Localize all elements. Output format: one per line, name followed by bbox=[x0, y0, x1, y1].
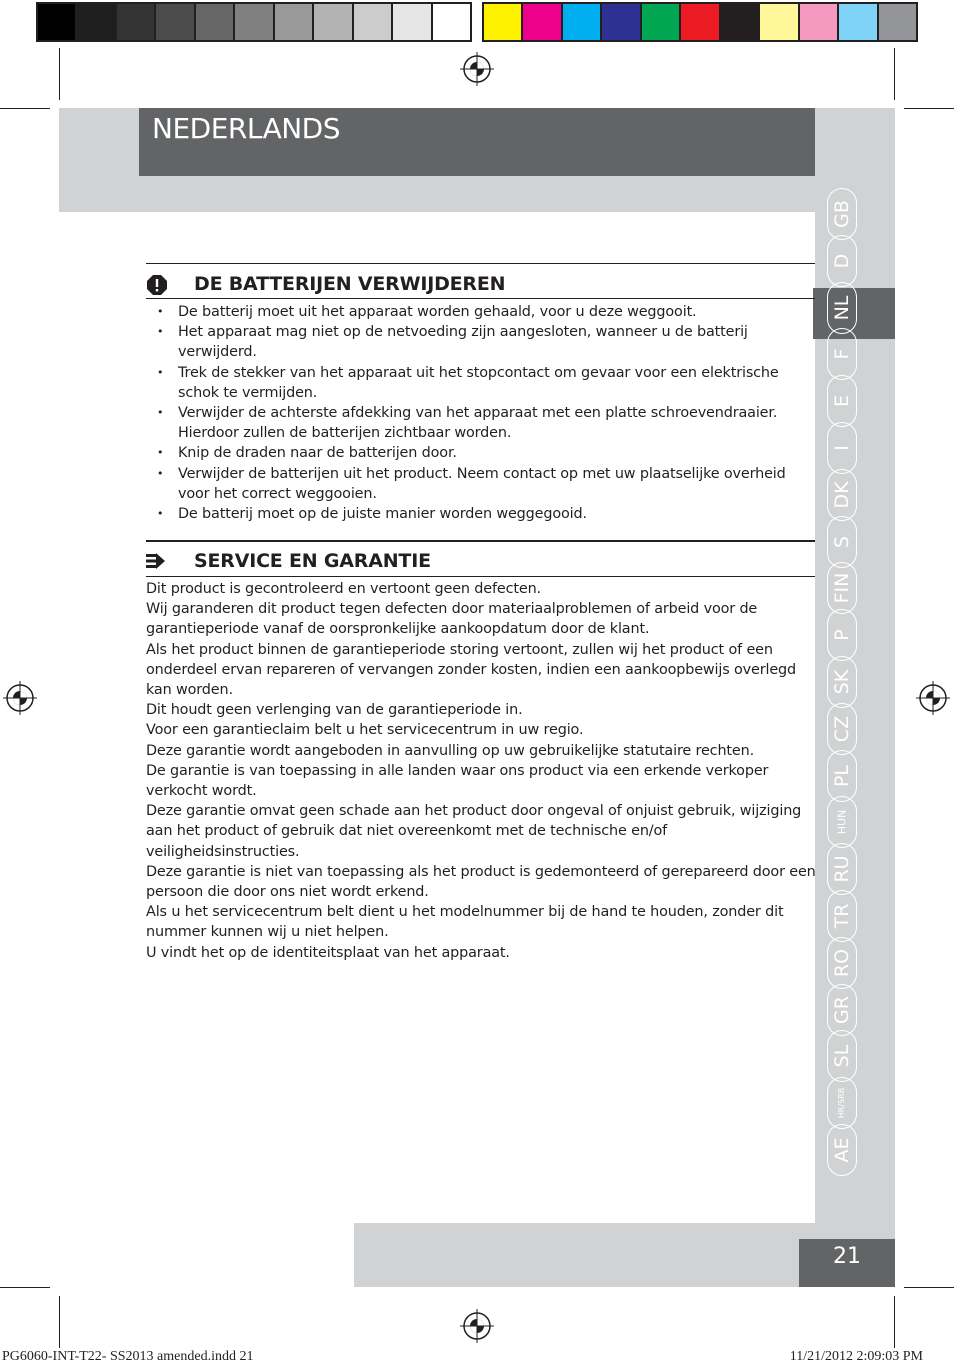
crop-mark bbox=[894, 1296, 895, 1348]
crop-mark bbox=[894, 48, 895, 100]
language-tab-ro[interactable] bbox=[827, 937, 857, 989]
paragraph: Voor een garantieclaim belt u het servicecentrum in uw regio. bbox=[146, 722, 584, 739]
paragraph: U vindt het op de identiteitsplaat van het apparaat. bbox=[146, 944, 510, 961]
file-slug: PG6060-INT-T22- SS2013 amended.indd 21 bbox=[2, 1349, 254, 1364]
list-item: • Het apparaat mag niet op de netvoeding zijn aangesloten, wanneer u de batterij verwijderd. bbox=[146, 322, 814, 362]
color-swatch bbox=[800, 4, 839, 40]
page-title: NEDERLANDS bbox=[152, 112, 341, 145]
language-tab-label: GB bbox=[831, 200, 853, 228]
language-tab-label: AE bbox=[831, 1137, 853, 1163]
language-tab-label: SL bbox=[831, 1045, 853, 1068]
language-tab-d[interactable] bbox=[827, 235, 857, 287]
language-tab-s[interactable] bbox=[827, 516, 857, 568]
language-tab-i[interactable] bbox=[827, 422, 857, 474]
gray-swatch bbox=[196, 4, 235, 40]
print-timestamp: 11/21/2012 2:09:03 PM bbox=[789, 1349, 923, 1364]
color-swatch bbox=[879, 4, 916, 40]
gray-swatch bbox=[77, 4, 116, 40]
list-item: • De batterij moet op de juiste manier worden weggegooid. bbox=[146, 504, 814, 524]
paragraph: Als het product binnen de garantieperiode storing vertoont, zullen wij het product of een onderdeel ervan repareren of vervangen zonder kosten, indien een aankoopbewijs overlegd kan worden. bbox=[146, 641, 797, 699]
language-tab-label: P bbox=[831, 629, 853, 641]
language-tab-label: S bbox=[831, 535, 853, 548]
language-tab-dk[interactable] bbox=[827, 469, 857, 521]
warning-icon bbox=[146, 274, 168, 296]
language-tab-label: E bbox=[831, 395, 853, 408]
registration-mark-icon bbox=[460, 1309, 494, 1343]
language-tab-label: GR bbox=[831, 995, 853, 1024]
gray-swatch bbox=[117, 4, 156, 40]
list-item: • Verwijder de batterijen uit het product. Neem contact op met uw plaatselijke overheid voor het correct weggooien. bbox=[146, 464, 814, 504]
page-number: 21 bbox=[833, 1244, 861, 1269]
language-tab-label: RO bbox=[831, 948, 853, 977]
list-item: • Verwijder de achterste afdekking van het apparaat met een platte schroevendraaier. Hierdoor zullen de batterijen zichtbaar worden. bbox=[146, 403, 814, 443]
language-tab-label: DK bbox=[831, 481, 853, 509]
language-tab-label: CZ bbox=[831, 715, 853, 742]
gray-swatch bbox=[235, 4, 274, 40]
grayscale-color-bar bbox=[36, 2, 472, 42]
paragraph: Als u het servicecentrum belt dient u het modelnummer bij de hand te houden, zonder dit nummer kunnen wij u niet helpen. bbox=[146, 904, 784, 941]
color-swatch bbox=[721, 4, 760, 40]
color-swatch bbox=[642, 4, 681, 40]
gray-swatch bbox=[433, 4, 470, 40]
color-swatch bbox=[484, 4, 523, 40]
paragraph: Deze garantie wordt aangeboden in aanvulling op uw gebruikelijke statutaire rechten. bbox=[146, 742, 755, 759]
gray-swatch bbox=[156, 4, 195, 40]
language-tab-e[interactable] bbox=[827, 375, 857, 427]
list-item: • Knip de draden naar de batterijen door. bbox=[146, 443, 814, 463]
paragraph: Deze garantie is niet van toepassing als het product is gedemonteerd of gerepareerd door een persoon die door ons niet wordt erkend. bbox=[146, 863, 816, 901]
list-item: • Trek de stekker van het apparaat uit het stopcontact om gevaar voor een elektrische schok te vermijden. bbox=[146, 363, 814, 403]
language-tab-hr-srb[interactable] bbox=[827, 1077, 857, 1129]
remove-batteries-list bbox=[146, 302, 814, 524]
color-swatch bbox=[602, 4, 641, 40]
process-color-bar bbox=[482, 2, 918, 42]
gray-swatch bbox=[314, 4, 353, 40]
language-tab-gb[interactable] bbox=[827, 188, 857, 240]
gray-swatch bbox=[38, 4, 77, 40]
section-rule bbox=[146, 540, 815, 542]
section-rule bbox=[146, 576, 815, 577]
color-swatch bbox=[839, 4, 878, 40]
list-item: • De batterij moet uit het apparaat worden gehaald, voor u deze weggooit. bbox=[146, 302, 814, 322]
color-swatch bbox=[760, 4, 799, 40]
language-tab-fin[interactable] bbox=[827, 562, 857, 614]
paragraph: Deze garantie omvat geen schade aan het product door ongeval of onjuist gebruik, wijziging aan het product of gebruik dat niet overeenkomt met de technische en/of veiligheidsinstructies. bbox=[146, 803, 802, 860]
crop-mark bbox=[59, 48, 60, 100]
section-rule bbox=[146, 263, 815, 264]
paragraph: Dit houdt geen verlenging van de garantieperiode in. bbox=[146, 702, 523, 719]
language-tab-label: D bbox=[831, 253, 853, 269]
language-tab-gr[interactable] bbox=[827, 984, 857, 1036]
language-tab-hun[interactable] bbox=[827, 796, 857, 848]
language-tab-sk[interactable] bbox=[827, 656, 857, 708]
color-swatch bbox=[681, 4, 720, 40]
language-tab-label: RU bbox=[831, 855, 853, 883]
gray-swatch bbox=[393, 4, 432, 40]
crop-mark bbox=[904, 108, 954, 109]
crop-mark bbox=[59, 1296, 60, 1348]
page-number-box bbox=[799, 1239, 895, 1287]
language-tab-nl[interactable] bbox=[827, 282, 857, 334]
language-tab-label: NL bbox=[831, 295, 853, 320]
language-tab-label: FIN bbox=[831, 573, 853, 604]
language-tab-label: HR/SRB bbox=[837, 1087, 846, 1119]
crop-mark bbox=[0, 1287, 50, 1288]
paragraph: De garantie is van toepassing in alle landen waar ons product via een erkende verkoper verkocht wordt. bbox=[146, 762, 769, 800]
color-swatch bbox=[523, 4, 562, 40]
crop-mark bbox=[0, 108, 50, 109]
language-tab-ru[interactable] bbox=[827, 843, 857, 895]
language-tab-label: SK bbox=[831, 669, 853, 695]
crop-mark bbox=[904, 1287, 954, 1288]
language-tab-label: I bbox=[831, 445, 853, 451]
language-tab-ae[interactable] bbox=[827, 1124, 857, 1176]
paragraph: Dit product is gecontroleerd en vertoont geen defecten. bbox=[146, 581, 541, 597]
language-tab-cz[interactable] bbox=[827, 703, 857, 755]
language-tab-label: HUN bbox=[835, 810, 849, 835]
paragraph: Wij garanderen dit product tegen defecten door materiaalproblemen of arbeid voor de garantieperiode vanaf de oorspronkelijke aankoopdatum door de klant. bbox=[146, 601, 758, 638]
language-tab-pl[interactable] bbox=[827, 750, 857, 802]
language-tab-p[interactable] bbox=[827, 609, 857, 661]
section-heading-service: SERVICE EN GARANTIE bbox=[194, 550, 431, 572]
registration-mark-icon bbox=[916, 681, 950, 715]
language-tab-label: F bbox=[831, 348, 853, 360]
arrow-right-icon bbox=[146, 552, 166, 570]
section-rule bbox=[146, 298, 815, 299]
language-tab-sl[interactable] bbox=[827, 1030, 857, 1082]
language-tab-label: PL bbox=[831, 764, 853, 787]
registration-mark-icon bbox=[460, 52, 494, 86]
section-heading-remove-batteries: DE BATTERIJEN VERWIJDEREN bbox=[194, 273, 506, 295]
language-tab-tr[interactable] bbox=[827, 890, 857, 942]
registration-mark-icon bbox=[3, 681, 37, 715]
color-swatch bbox=[563, 4, 602, 40]
service-body bbox=[146, 579, 818, 963]
language-tab-f[interactable] bbox=[827, 328, 857, 380]
gray-swatch bbox=[275, 4, 314, 40]
language-tab-label: TR bbox=[831, 903, 853, 929]
gray-swatch bbox=[354, 4, 393, 40]
